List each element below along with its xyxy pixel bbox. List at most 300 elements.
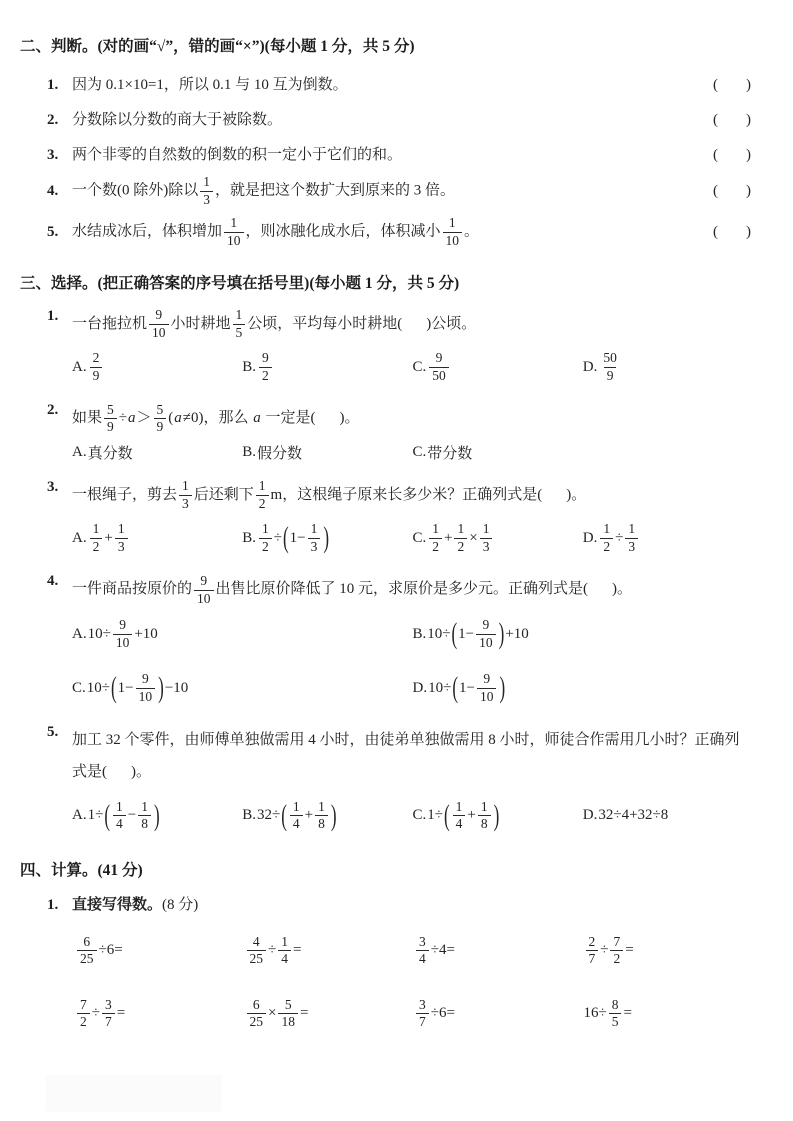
denominator: 10	[443, 232, 463, 249]
judge-statement	[72, 145, 703, 167]
denominator: 3	[115, 538, 128, 555]
stem-text	[72, 402, 753, 435]
right-paren: )	[158, 670, 164, 704]
question-number: 2.	[47, 112, 59, 129]
question-stem	[20, 573, 753, 606]
denominator: 4	[278, 950, 291, 967]
option-C[interactable]	[72, 667, 413, 709]
right-paren: )	[493, 798, 500, 832]
denominator: 2	[429, 538, 442, 555]
fraction	[478, 800, 491, 832]
option-label: C.	[72, 679, 86, 696]
fraction	[429, 351, 449, 383]
option-D[interactable]	[583, 807, 753, 824]
left-paren: (	[104, 798, 110, 832]
option-C[interactable]	[413, 442, 583, 463]
calc-expression-2-4[interactable]	[584, 998, 754, 1030]
text-run: 10÷	[86, 679, 110, 696]
open-paren: (	[537, 486, 543, 503]
numerator: 1	[182, 478, 189, 494]
fraction	[154, 403, 167, 435]
fraction	[149, 308, 169, 340]
fraction	[224, 216, 244, 248]
judge-heading-title: 二、判断。	[20, 38, 98, 55]
denominator: 50	[429, 367, 449, 384]
option-A[interactable]	[72, 351, 242, 383]
option-A[interactable]	[72, 800, 242, 832]
text-run: 因为 0.1×10=1，所以 0.1 与 10 互为倒数。	[72, 77, 348, 93]
fraction	[77, 998, 90, 1030]
question-stem	[20, 308, 753, 341]
question-number: 1.	[47, 77, 59, 94]
calc-expression-2-3[interactable]	[414, 998, 584, 1030]
numerator: 7	[80, 996, 87, 1012]
text-run: =	[116, 1005, 126, 1022]
open-paren: (	[102, 764, 108, 781]
numerator: 1	[482, 521, 490, 537]
answer-blank[interactable]	[311, 410, 345, 426]
open-paren: (	[713, 146, 718, 163]
fraction	[256, 479, 269, 511]
close-paren: )	[612, 581, 618, 598]
calc-row-1	[20, 929, 753, 973]
option-label: A.	[72, 444, 87, 461]
option-A[interactable]	[72, 522, 242, 554]
denominator: 5	[233, 324, 246, 341]
question-stem	[20, 479, 753, 512]
text-run: =	[623, 1005, 632, 1022]
text-run: 32÷	[257, 807, 281, 824]
left-paren: (	[281, 798, 287, 832]
numerator: 1	[235, 307, 243, 323]
denominator: 4	[113, 815, 126, 832]
text-run: 10÷	[428, 679, 452, 696]
calc-expression-2-2[interactable]	[245, 998, 415, 1030]
denominator: 3	[480, 538, 493, 555]
text-run: =	[292, 942, 302, 959]
denominator: 3	[179, 495, 192, 512]
text-run: ÷4=	[430, 942, 455, 959]
numerator: 1	[116, 798, 123, 814]
numerator: 6	[83, 933, 91, 949]
fraction	[443, 216, 463, 248]
calc-subheading	[20, 893, 753, 914]
answer-blank[interactable]	[397, 316, 431, 332]
numerator: 1	[117, 521, 125, 537]
numerator: 1	[480, 798, 488, 814]
answer-blank[interactable]	[102, 764, 136, 780]
text-run: 一个数(0 除外)除以	[72, 182, 199, 199]
open-paren: (	[713, 182, 718, 199]
text-run: 一台拖拉机	[72, 315, 148, 332]
question-number: 3.	[47, 146, 59, 163]
text-run: ÷	[615, 529, 624, 546]
variable: a	[253, 410, 261, 427]
text-run: =	[625, 942, 634, 959]
text-run: 公顷，平均每小时耕地	[247, 315, 398, 332]
text-run: +	[104, 529, 113, 546]
denominator: 4	[416, 950, 429, 967]
numerator: 1	[230, 215, 238, 231]
numerator: 1	[281, 933, 288, 949]
calc-rows	[20, 929, 753, 1036]
numerator: 1	[141, 798, 148, 814]
text-run: 。	[344, 410, 360, 427]
judge-item-1	[20, 75, 753, 97]
options-row	[20, 518, 753, 558]
numerator: 7	[613, 933, 621, 949]
numerator: 5	[156, 401, 164, 417]
denominator: 2	[90, 538, 103, 555]
fraction	[290, 800, 303, 832]
stem-text	[72, 308, 753, 341]
option-A[interactable]	[72, 613, 413, 655]
close-paren: )	[426, 315, 432, 332]
numerator: 1	[262, 521, 269, 537]
section-choice	[20, 271, 753, 836]
text-run: m，这根绳子原来长多少米？正确列式是	[270, 486, 538, 503]
choice-question-5	[20, 724, 753, 836]
text-run: 1÷	[87, 807, 104, 824]
text-run: 1−	[459, 679, 475, 696]
numerator: 1	[603, 521, 611, 537]
denominator: 7	[586, 950, 599, 967]
judge-item-3	[20, 145, 753, 167]
fraction	[77, 935, 97, 967]
variable: a	[128, 410, 136, 427]
fraction	[247, 935, 267, 967]
numerator: 1	[92, 521, 100, 537]
answer-blank[interactable]	[713, 183, 751, 200]
right-paren: )	[499, 670, 506, 704]
fraction	[416, 998, 429, 1030]
denominator: 5	[609, 1013, 622, 1030]
judge-statement	[72, 216, 703, 248]
numerator: 9	[119, 617, 126, 633]
left-paren: (	[452, 670, 458, 704]
denominator: 25	[77, 950, 97, 967]
fraction	[476, 618, 496, 650]
fraction	[115, 522, 128, 554]
right-paren: )	[498, 616, 505, 650]
question-number: 5.	[47, 724, 59, 741]
answer-blank[interactable]	[583, 581, 617, 597]
fraction	[278, 935, 291, 967]
open-paren: (	[310, 410, 316, 427]
text-run: 10÷	[87, 625, 111, 642]
denominator: 10	[477, 688, 497, 705]
denominator: 8	[478, 815, 491, 832]
judge-statement	[72, 175, 703, 207]
fraction	[179, 479, 192, 511]
text-run: ≠0)，那么	[182, 410, 253, 427]
text-run: ÷	[600, 942, 609, 959]
choice-heading-note: (把正确答案的序号填在括号里)(每小题 1 分，共 5 分)	[97, 274, 460, 292]
judge-items	[20, 75, 753, 249]
text-run: 16÷	[583, 1005, 607, 1022]
text-run: ×	[268, 1005, 277, 1022]
text-run: 。	[464, 223, 480, 240]
question-stem	[20, 724, 753, 789]
option-B[interactable]	[242, 351, 412, 383]
denominator: 10	[194, 590, 214, 607]
question-number: 3.	[47, 478, 59, 495]
denominator: 2	[256, 495, 269, 512]
numerator: 1	[203, 174, 210, 190]
numerator: 9	[435, 350, 443, 366]
text-run: 一根绳子，剪去	[72, 486, 178, 503]
fraction	[308, 522, 321, 554]
fraction	[429, 522, 442, 554]
text-run: 。	[136, 764, 152, 781]
option-label: D.	[582, 807, 598, 824]
numerator: 5	[284, 996, 292, 1012]
option-label: C.	[412, 529, 427, 546]
calc-expression-1-4[interactable]	[584, 935, 754, 967]
judge-statement	[72, 110, 703, 132]
text-run: 公顷。	[431, 315, 477, 332]
text-run: 如果	[72, 410, 103, 427]
numerator: 8	[611, 996, 619, 1012]
option-label: D.	[412, 679, 428, 696]
text-run: ，就是把这个数扩大到原来的 3 倍。	[215, 182, 456, 199]
close-paren: )	[131, 764, 137, 781]
fraction	[259, 522, 272, 554]
denominator: 10	[113, 634, 133, 651]
text-run: −	[127, 807, 137, 824]
numerator: 1	[448, 215, 456, 231]
denominator: 8	[315, 815, 328, 832]
option-D[interactable]	[583, 351, 753, 383]
answer-blank[interactable]	[713, 224, 751, 241]
fraction	[609, 998, 622, 1030]
option-B[interactable]	[242, 800, 412, 832]
denominator: 4	[290, 815, 303, 832]
text-run: 1÷	[427, 807, 443, 824]
question-number: 5.	[47, 223, 59, 240]
fraction	[315, 800, 328, 832]
option-D[interactable]	[413, 667, 754, 709]
option-B[interactable]	[242, 522, 412, 554]
text-run: 。	[571, 486, 587, 503]
numerator: 1	[628, 521, 636, 537]
denominator: 25	[247, 1013, 267, 1030]
text-run: 1−	[458, 625, 475, 642]
fraction	[586, 935, 599, 967]
judge-item-2	[20, 110, 753, 132]
numerator: 1	[457, 521, 465, 537]
choice-question-4	[20, 573, 753, 709]
denominator: 2	[259, 367, 272, 384]
denominator: 10	[136, 688, 156, 705]
answer-blank[interactable]	[713, 112, 751, 129]
option-label: B.	[242, 807, 257, 824]
numerator: 4	[252, 933, 260, 949]
choice-heading	[20, 271, 753, 293]
options-row	[20, 442, 753, 464]
numerator: 1	[432, 521, 440, 537]
fraction	[102, 998, 115, 1030]
calc-expression-2-1[interactable]	[75, 998, 245, 1030]
denominator: 9	[604, 367, 617, 384]
numerator: 1	[455, 798, 463, 814]
denominator: 10	[149, 324, 169, 341]
option-B[interactable]	[413, 613, 754, 655]
numerator: 2	[588, 933, 596, 949]
choice-question-2	[20, 402, 753, 464]
text-run: ÷	[91, 1005, 100, 1022]
numerator: 1	[292, 798, 300, 814]
stem-text	[72, 724, 753, 789]
calc-sub-note: (8 分)	[162, 896, 199, 913]
fraction	[247, 998, 267, 1030]
denominator: 2	[77, 1013, 90, 1030]
text-run: +10	[134, 625, 158, 642]
text-run: 后还剩下	[193, 486, 254, 503]
fraction	[477, 672, 497, 704]
fraction	[259, 351, 272, 383]
denominator: 9	[104, 418, 117, 435]
fraction	[136, 672, 156, 704]
option-D[interactable]	[583, 522, 753, 554]
option-C[interactable]	[413, 351, 583, 383]
option-label: A.	[72, 807, 87, 824]
denominator: 7	[416, 1013, 429, 1030]
text-run: +	[444, 529, 453, 546]
question-number: 4.	[47, 182, 59, 199]
fraction	[625, 522, 638, 554]
text-run: 一件商品按原价的	[72, 581, 193, 598]
numerator: 1	[310, 521, 318, 537]
text-run: 假分数	[257, 446, 303, 463]
text-run: ÷6=	[430, 1005, 455, 1022]
answer-blank[interactable]	[713, 77, 751, 94]
option-C[interactable]	[413, 800, 583, 832]
fraction	[600, 351, 620, 383]
denominator: 2	[600, 538, 613, 555]
section-judge	[20, 34, 753, 249]
fraction	[233, 308, 246, 340]
stem-text	[72, 573, 753, 606]
option-B[interactable]	[242, 442, 412, 463]
numerator: 9	[200, 572, 208, 588]
judge-heading	[20, 34, 753, 56]
numerator: 5	[107, 401, 114, 417]
text-run: −10	[164, 679, 189, 696]
fraction	[90, 351, 103, 383]
calc-row-2	[20, 992, 753, 1036]
text-run: 分数除以分数的商大于被除数。	[72, 111, 283, 128]
fraction	[454, 522, 467, 554]
denominator: 9	[90, 367, 103, 384]
numerator: 3	[419, 996, 426, 1012]
calc-expression-1-1[interactable]	[75, 935, 245, 967]
denominator: 10	[476, 634, 496, 651]
text-run: ×	[469, 529, 478, 546]
option-label: D.	[582, 358, 598, 375]
close-paren: )	[339, 410, 345, 427]
numerator: 50	[603, 350, 617, 366]
denominator: 10	[224, 232, 244, 249]
fraction	[200, 175, 213, 207]
fraction	[278, 998, 298, 1030]
text-run: 真分数	[87, 446, 133, 463]
numerator: 3	[104, 996, 112, 1012]
answer-blank[interactable]	[713, 147, 751, 164]
fraction	[104, 403, 117, 435]
numerator: 6	[252, 996, 260, 1012]
open-paren: (	[397, 315, 403, 332]
left-paren: (	[283, 520, 289, 555]
fraction	[90, 522, 103, 554]
close-paren: )	[746, 146, 751, 163]
option-label: B.	[242, 444, 257, 461]
denominator: 18	[278, 1013, 298, 1030]
text-run: +	[304, 807, 314, 824]
option-label: A.	[72, 625, 87, 642]
scan-artifact	[46, 1075, 222, 1112]
calc-expression-1-3[interactable]	[414, 935, 584, 967]
question-number: 1.	[47, 307, 59, 324]
denominator: 2	[454, 538, 467, 555]
text-run: 出售比原价降低了 10 元，求原价是多少元。正确列式是	[215, 581, 584, 598]
text-run: 加工 32 个零件，由师傅单独做需用 4 小时，由徒弟单独做需用 8 小时，师徒合作需用几小时？正确列式是	[72, 732, 740, 781]
fraction	[138, 800, 151, 832]
left-paren: (	[444, 798, 450, 832]
close-paren: )	[746, 112, 751, 129]
text-run: +	[467, 807, 476, 824]
text-run: +10	[505, 625, 529, 642]
calc-sub-label: 直接写得数。	[72, 896, 163, 913]
right-paren: )	[330, 798, 337, 832]
text-run: 一定是	[261, 410, 311, 427]
text-run: =	[299, 1005, 309, 1022]
option-label: C.	[412, 807, 427, 824]
text-run: 小时耕地	[170, 315, 231, 332]
close-paren: )	[746, 182, 751, 199]
open-paren: (	[713, 77, 718, 94]
option-C[interactable]	[413, 522, 583, 554]
denominator: 9	[154, 418, 167, 435]
text-run: 32÷4+32÷8	[598, 807, 669, 824]
text-run: (	[168, 410, 174, 427]
close-paren: )	[566, 486, 572, 503]
option-label: C.	[412, 444, 427, 461]
open-paren: (	[583, 581, 589, 598]
answer-blank[interactable]	[537, 487, 571, 503]
text-run: ÷6=	[98, 942, 123, 959]
right-paren: )	[323, 520, 330, 555]
close-paren: )	[746, 77, 751, 94]
option-A[interactable]	[72, 442, 242, 463]
variable: a	[174, 410, 182, 427]
fraction	[416, 935, 429, 967]
text-run: 1−	[117, 679, 134, 696]
stem-text	[72, 479, 753, 512]
option-label: B.	[242, 358, 257, 375]
options-row	[20, 347, 753, 387]
question-number: 2.	[47, 402, 59, 419]
judge-heading-note: (对的画“√”，错的画“×”)(每小题 1 分，共 5 分)	[97, 38, 415, 55]
calc-sub-number: 1.	[47, 896, 59, 913]
denominator: 2	[610, 950, 623, 967]
calc-expression-1-2[interactable]	[245, 935, 415, 967]
text-run: ÷	[118, 410, 127, 427]
calc-heading-title: 四、计算。	[20, 861, 98, 879]
text-run: ＞	[136, 410, 152, 427]
option-label: D.	[582, 529, 598, 546]
denominator: 8	[138, 815, 151, 832]
